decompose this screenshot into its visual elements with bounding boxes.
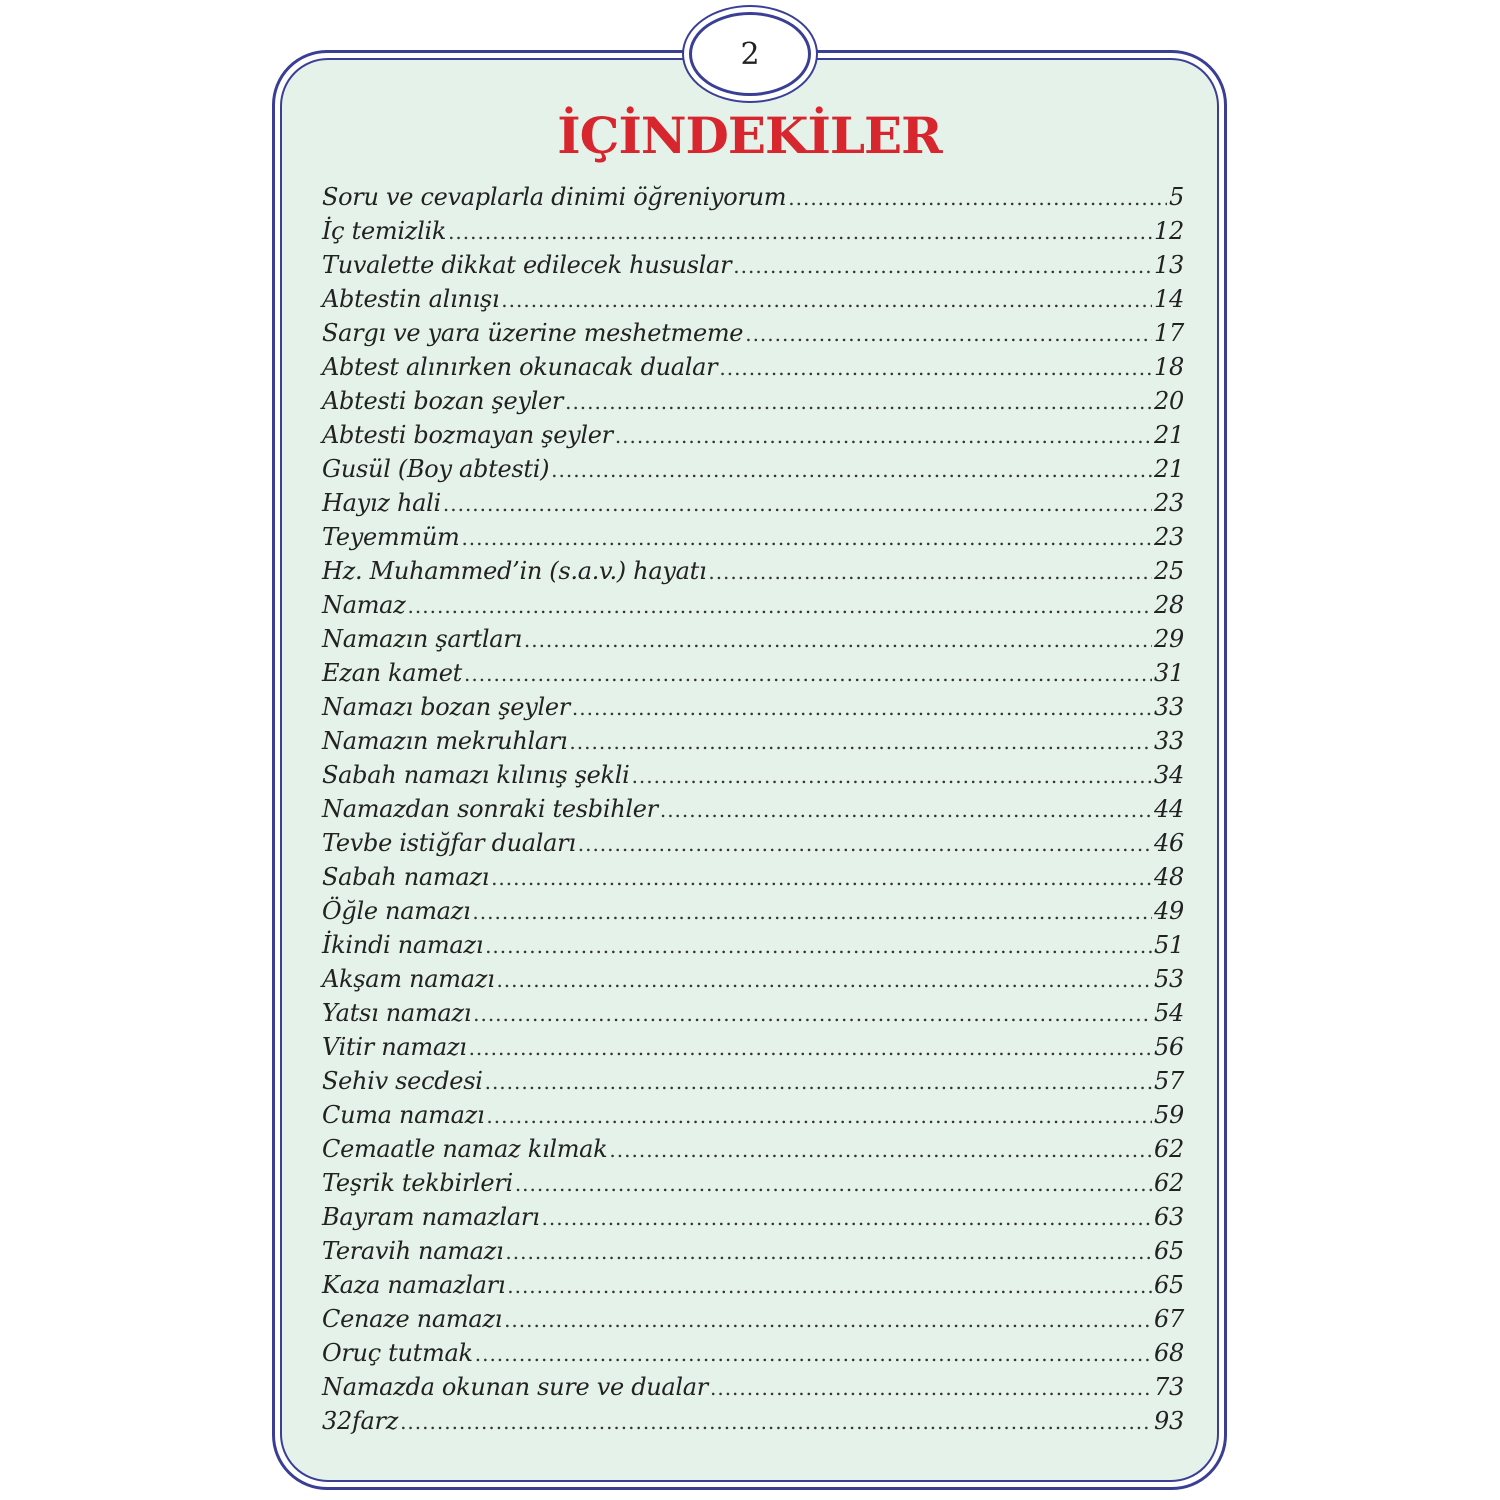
toc-entry[interactable]: [322, 588, 1184, 622]
toc-entry[interactable]: [322, 622, 1184, 656]
toc-entry-page: 56: [1154, 1033, 1184, 1061]
toc-dot-leader: [504, 1303, 1152, 1337]
toc-entry-title: Namazı bozan şeyler: [322, 693, 570, 721]
toc-entry-title: Abtest alınırken okunacak dualar: [322, 353, 718, 381]
toc-dot-leader: [524, 623, 1152, 657]
toc-entry-title: Hayız hali: [322, 489, 441, 517]
toc-entry-title: Namazın mekruhları: [322, 727, 568, 755]
toc-dot-leader: [486, 1099, 1152, 1133]
toc-dot-leader: [473, 997, 1152, 1031]
toc-entry[interactable]: [322, 894, 1184, 928]
toc-dot-leader: [469, 1031, 1152, 1065]
toc-dot-leader: [788, 181, 1167, 215]
toc-entry-title: Teşrik tekbirleri: [322, 1169, 513, 1197]
toc-entry-page: 13: [1154, 251, 1184, 279]
toc-entry-page: 12: [1154, 217, 1184, 245]
toc-entry[interactable]: [322, 1234, 1184, 1268]
toc-entry-title: Sabah namazı kılınış şekli: [322, 761, 630, 789]
toc-entry-title: Cenaze namazı: [322, 1305, 503, 1333]
toc-entry-title: Teyemmüm: [322, 523, 460, 551]
toc-entry-page: 29: [1154, 625, 1184, 653]
toc-entry-page: 21: [1154, 421, 1184, 449]
toc-entry[interactable]: [322, 1268, 1184, 1302]
toc-entry-page: 93: [1154, 1407, 1184, 1435]
toc-entry-title: Cuma namazı: [322, 1101, 485, 1129]
toc-entry-page: 20: [1154, 387, 1184, 415]
toc-entry-title: Namaz: [322, 591, 406, 619]
toc-dot-leader: [615, 419, 1152, 453]
toc-entry[interactable]: [322, 928, 1184, 962]
toc-dot-leader: [491, 861, 1152, 895]
toc-entry-page: 44: [1154, 795, 1184, 823]
toc-entry[interactable]: [322, 350, 1184, 384]
toc-dot-leader: [408, 589, 1153, 623]
toc-entry[interactable]: [322, 486, 1184, 520]
toc-dot-leader: [609, 1133, 1152, 1167]
toc-entry-title: Gusül (Boy abtesti): [322, 455, 550, 483]
toc-dot-leader: [501, 283, 1152, 317]
toc-entry-title: İkindi namazı: [322, 931, 484, 959]
toc-entry-title: Bayram namazları: [322, 1203, 540, 1231]
toc-entry[interactable]: [322, 418, 1184, 452]
toc-entry[interactable]: [322, 962, 1184, 996]
toc-dot-leader: [515, 1167, 1152, 1201]
toc-dot-leader: [472, 895, 1152, 929]
toc-entry-title: Öğle namazı: [322, 897, 471, 925]
toc-entry-page: 62: [1154, 1135, 1184, 1163]
toc-entry-title: Vitir namazı: [322, 1033, 467, 1061]
toc-entry-page: 59: [1154, 1101, 1184, 1129]
toc-entry-page: 34: [1154, 761, 1184, 789]
toc-entry[interactable]: [322, 180, 1184, 214]
toc-dot-leader: [541, 1201, 1152, 1235]
toc-entry-page: 53: [1154, 965, 1184, 993]
toc-entry-title: Hz. Muhammed’in (s.a.v.) hayatı: [322, 557, 707, 585]
table-of-contents: [322, 180, 1184, 1438]
toc-entry[interactable]: [322, 248, 1184, 282]
toc-entry-page: 23: [1154, 523, 1184, 551]
toc-entry-title: Abtesti bozan şeyler: [322, 387, 564, 415]
toc-entry-page: 67: [1154, 1305, 1184, 1333]
toc-dot-leader: [461, 521, 1152, 555]
toc-entry-title: Namazdan sonraki tesbihler: [322, 795, 658, 823]
toc-entry[interactable]: [322, 1064, 1184, 1098]
toc-dot-leader: [565, 385, 1152, 419]
toc-dot-leader: [572, 691, 1152, 725]
toc-entry-page: 54: [1154, 999, 1184, 1027]
toc-dot-leader: [505, 1235, 1152, 1269]
toc-entry[interactable]: [322, 214, 1184, 248]
toc-entry-title: Namazın şartları: [322, 625, 522, 653]
toc-dot-leader: [710, 1371, 1152, 1405]
toc-entry-page: 5: [1169, 183, 1184, 211]
toc-dot-leader: [475, 1337, 1152, 1371]
toc-entry-title: Abtesti bozmayan şeyler: [322, 421, 613, 449]
toc-entry-title: Sehiv secdesi: [322, 1067, 483, 1095]
toc-entry[interactable]: [322, 758, 1184, 792]
toc-entry[interactable]: [322, 996, 1184, 1030]
toc-entry-title: Ezan kamet: [322, 659, 463, 687]
toc-entry-title: Soru ve cevaplarla dinimi öğreniyorum: [322, 183, 787, 211]
toc-entry-title: Tuvalette dikkat edilecek hususlar: [322, 251, 732, 279]
toc-entry[interactable]: [322, 384, 1184, 418]
toc-entry-page: 17: [1154, 319, 1184, 347]
toc-entry-page: 51: [1154, 931, 1184, 959]
toc-dot-leader: [632, 759, 1152, 793]
toc-entry[interactable]: [322, 1336, 1184, 1370]
toc-entry-page: 48: [1154, 863, 1184, 891]
toc-entry[interactable]: [322, 792, 1184, 826]
toc-dot-leader: [485, 1065, 1152, 1099]
toc-entry-page: 25: [1154, 557, 1184, 585]
toc-dot-leader: [733, 249, 1152, 283]
toc-entry[interactable]: [322, 1302, 1184, 1336]
toc-entry-page: 65: [1154, 1271, 1184, 1299]
toc-entry[interactable]: [322, 1370, 1184, 1404]
toc-entry-page: 49: [1154, 897, 1184, 925]
toc-dot-leader: [551, 453, 1152, 487]
toc-dot-leader: [485, 929, 1152, 963]
toc-entry-title: Sargı ve yara üzerine meshetmeme: [322, 319, 744, 347]
toc-entry[interactable]: [322, 520, 1184, 554]
toc-entry-page: 63: [1154, 1203, 1184, 1231]
toc-entry-title: Yatsı namazı: [322, 999, 472, 1027]
toc-entry[interactable]: [322, 1098, 1184, 1132]
toc-dot-leader: [660, 793, 1152, 827]
toc-entry-title: Cemaatle namaz kılmak: [322, 1135, 608, 1163]
toc-entry-title: 32farz: [322, 1407, 399, 1435]
toc-entry-page: 33: [1154, 693, 1184, 721]
toc-entry-page: 21: [1154, 455, 1184, 483]
toc-entry-page: 65: [1154, 1237, 1184, 1265]
toc-entry-title: Namazda okunan sure ve dualar: [322, 1373, 708, 1401]
toc-dot-leader: [745, 317, 1152, 351]
toc-entry[interactable]: [322, 1132, 1184, 1166]
toc-dot-leader: [448, 215, 1152, 249]
toc-entry-page: 73: [1154, 1373, 1184, 1401]
toc-entry[interactable]: [322, 724, 1184, 758]
toc-dot-leader: [496, 963, 1152, 997]
page-title: İÇİNDEKİLER: [557, 106, 942, 165]
toc-entry[interactable]: [322, 690, 1184, 724]
page-number-badge: [689, 12, 811, 96]
toc-entry-page: 14: [1154, 285, 1184, 313]
toc-entry[interactable]: [322, 452, 1184, 486]
toc-entry[interactable]: [322, 1404, 1184, 1438]
toc-dot-leader: [464, 657, 1152, 691]
toc-entry-title: Teravih namazı: [322, 1237, 504, 1265]
toc-entry-page: 62: [1154, 1169, 1184, 1197]
toc-dot-leader: [400, 1405, 1152, 1439]
toc-entry[interactable]: [322, 656, 1184, 690]
toc-dot-leader: [569, 725, 1152, 759]
toc-entry-title: Sabah namazı: [322, 863, 490, 891]
toc-dot-leader: [708, 555, 1152, 589]
toc-entry[interactable]: [322, 860, 1184, 894]
toc-entry-page: 46: [1154, 829, 1184, 857]
toc-entry-page: 57: [1154, 1067, 1184, 1095]
toc-dot-leader: [578, 827, 1152, 861]
toc-entry-page: 23: [1154, 489, 1184, 517]
toc-entry[interactable]: [322, 1200, 1184, 1234]
toc-entry-page: 31: [1154, 659, 1184, 687]
toc-entry-title: Tevbe istiğfar duaları: [322, 829, 576, 857]
toc-entry[interactable]: [322, 316, 1184, 350]
toc-dot-leader: [719, 351, 1152, 385]
toc-entry-title: Oruç tutmak: [322, 1339, 473, 1367]
toc-entry-title: İç temizlik: [322, 217, 447, 245]
page-number: 2: [740, 36, 760, 72]
toc-entry-title: Kaza namazları: [322, 1271, 506, 1299]
toc-entry[interactable]: [322, 826, 1184, 860]
toc-entry[interactable]: [322, 1166, 1184, 1200]
toc-entry[interactable]: [322, 282, 1184, 316]
toc-entry-page: 33: [1154, 727, 1184, 755]
toc-dot-leader: [507, 1269, 1152, 1303]
toc-entry-page: 68: [1154, 1339, 1184, 1367]
toc-dot-leader: [443, 487, 1152, 521]
toc-entry-page: 18: [1154, 353, 1184, 381]
toc-entry[interactable]: [322, 1030, 1184, 1064]
toc-entry-title: Akşam namazı: [322, 965, 495, 993]
toc-entry-page: 28: [1154, 591, 1184, 619]
toc-entry[interactable]: [322, 554, 1184, 588]
toc-entry-title: Abtestin alınışı: [322, 285, 500, 313]
